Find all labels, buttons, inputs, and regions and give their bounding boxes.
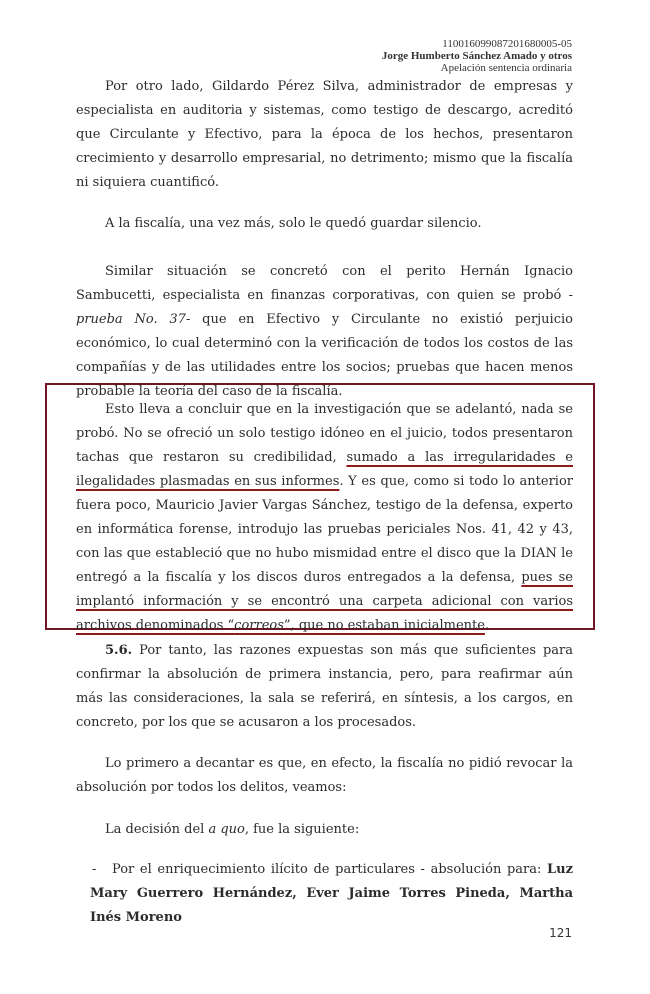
- italic-segment: prueba No. 37: [76, 312, 186, 327]
- text-segment: Similar situación se concretó con el perito Hernán Ignacio Sambucetti, especialista en finanzas corporativas, con quien se probó -: [76, 264, 573, 303]
- section-number: 5.6.: [105, 643, 133, 658]
- paragraph-conclusion: [76, 398, 573, 638]
- paragraph-silence: A la fiscalía, una vez más, solo le quedó guardar silencio.: [105, 216, 482, 231]
- italic-segment: a quo: [208, 822, 245, 837]
- text-segment: , fue la siguiente:: [244, 822, 360, 837]
- underlined-segment: sumado a las irregularidades e ilegalidades plasmadas en sus informes: [76, 450, 573, 489]
- paragraph-decision: [76, 818, 573, 842]
- paragraph-gildardo: Por otro lado, Gildardo Pérez Silva, administrador de empresas y especialista en auditoria y sistemas, como testigo de descargo, acreditó que Circulante y Efectivo, para la época de los hechos, presentaron crecimiento y desarrollo empresarial, no detrimento; mismo que la fiscalía ni siquiera cuantificó.: [76, 79, 573, 190]
- text-segment: . Y es que, como si todo lo anterior fuera poco, Mauricio Javier Vargas Sánchez, testigo de la defensa, experto en informática forense, introdujo las pruebas periciales Nos. 41, 42 y 43, con las que estableció que no hubo mismidad entre el disco que la DIAN le entregó a la fiscalía y los discos duros entregados a la defensa,: [76, 474, 574, 585]
- text-segment: Esto lleva a concluir que en la investigación que se adelantó, nada se probó. No se ofreció un solo testigo idóneo en el juicio, todos presentaron tachas que restaron su credibilidad,: [76, 402, 573, 465]
- page-number: 121: [549, 926, 572, 940]
- text-segment: - que en Efectivo y Circulante no existió perjuicio económico, lo cual determinó con la verificación de todos los costos de las compañías y de las utilidades entre los socios; pruebas que hacen menos probable la teoría del caso de la fiscalía.: [76, 312, 573, 399]
- text-segment: Por tanto, las razones expuestas son más que suficientes para confirmar la absolución de primera instancia, pero, para reafirmar aún más las consideraciones, la sala se referirá, en síntesis, a los cargos, en concreto, por los que se acusaron a los procesados.: [76, 643, 573, 730]
- bullet-item: [90, 858, 573, 930]
- case-parties: Jorge Humberto Sánchez Amado y otros: [381, 50, 572, 62]
- italic-segment: correos: [234, 618, 284, 633]
- paragraph-5-6: [76, 639, 573, 735]
- running-header: [382, 38, 572, 74]
- text-segment: .: [484, 618, 490, 633]
- paragraph-decantar: Lo primero a decantar es que, en efecto, la fiscalía no pidió revocar la absolución por todos los delitos, veamos:: [76, 756, 573, 795]
- case-type: Apelación sentencia ordinaria: [440, 62, 572, 74]
- text-segment: Por el enriquecimiento ilícito de particulares - absolución para:: [112, 862, 548, 877]
- defendant-names: Luz Mary Guerrero Hernández, Ever Jaime Torres Pineda, Martha Inés Moreno: [90, 862, 573, 925]
- text-segment: La decisión del: [105, 822, 209, 837]
- text-segment: pues se implantó información y se encontró una carpeta adicional con varios archivos denominados “: [76, 570, 573, 633]
- bullet-dash: -: [92, 862, 97, 877]
- text-segment: ”, que no estaban inicialmente: [283, 618, 485, 633]
- case-number: 11001609908720168000​5-05: [442, 38, 572, 50]
